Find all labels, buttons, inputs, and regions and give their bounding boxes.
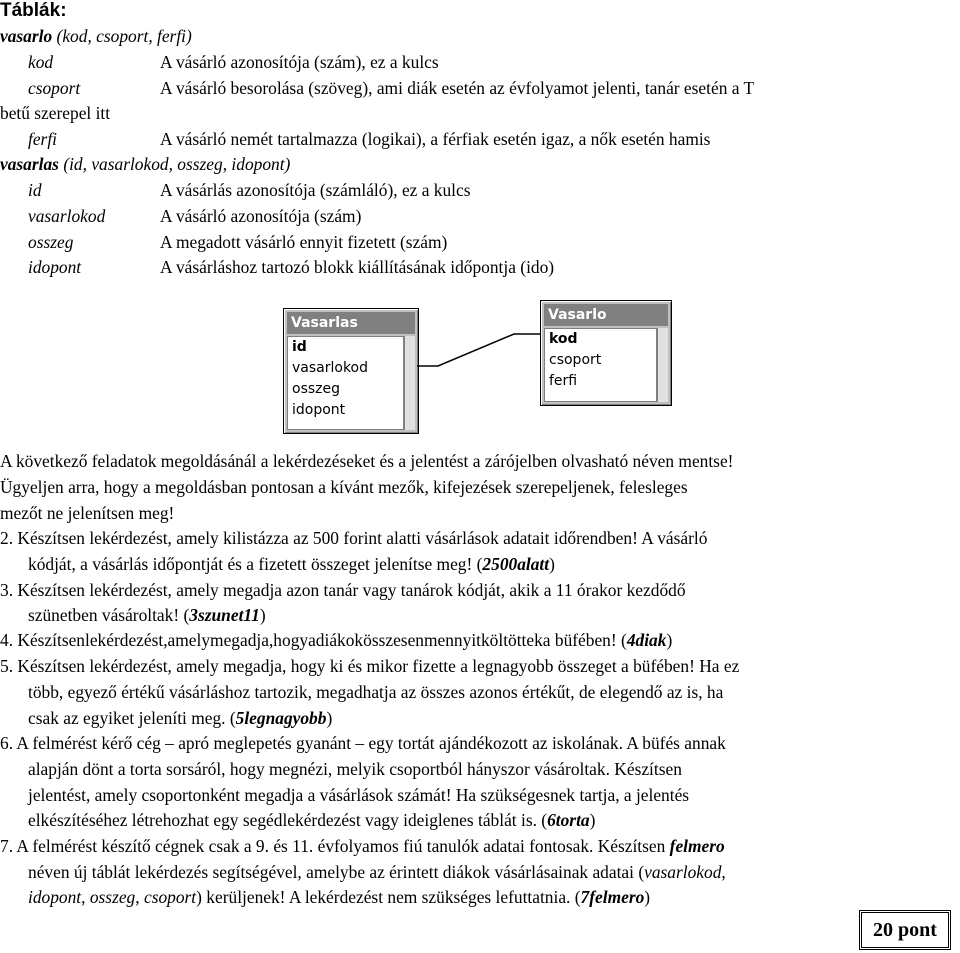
field-name: idopont — [28, 257, 82, 277]
field-name: csoport — [28, 78, 81, 98]
task-5-line: több, egyező értékű vásárláshoz tartozik, megadhatja az összes azonos értékűt, de elegendő az is, ha — [28, 682, 724, 702]
vasarlas-header: vasarlas (id, vasarlokod, osszeg, idopont) — [0, 154, 291, 174]
vasarlas-table-window[interactable] — [283, 308, 419, 434]
task-7-line: 7. A felmérést készítő cégnek csak a 9. és 11. évfolyamos fiú tanulók adatai fontosak. Készítsen felmero — [0, 836, 725, 856]
task-4-line: 4. Készítsenlekérdezést,amelymegadja,hogyadiákokösszesenmennyitköltötteka büfében! (4diak) — [0, 630, 673, 650]
task-6-line: elkészítéséhez létrehozhat egy segédlekérdezést vagy ideiglenes táblát is. (6torta) — [28, 810, 596, 830]
field-name: id — [28, 180, 42, 200]
query-name: 3szunet11 — [189, 605, 260, 625]
field-desc: A vásárló besorolása (szöveg), ami diák esetén az évfolyamot jelenti, tanár esetén a T — [160, 78, 755, 98]
field-item: ferfi — [549, 373, 578, 389]
task-6-line: 6. A felmérést kérő cég – apró meglepetés gyanánt – egy tortát ajándékozott az iskolának. A büfés annak — [0, 733, 726, 753]
task-2-line: 2. Készítsen lekérdezést, amely kilistázza az 500 forint alatti vásárlások adatait időrendben! A vásárló — [0, 528, 708, 548]
task-7-line: néven új táblát lekérdezés segítségével, amelybe az érintett diákok vásárlásainak adatai (vasarlokod, — [28, 862, 726, 882]
task-3-line: 3. Készítsen lekérdezést, amely megadja azon tanár vagy tanárok kódját, akik a 11 órakor kezdődő — [0, 580, 686, 600]
task-2-line: kódját, a vásárlás időpontját és a fizetett összeget jelenítse meg! (2500alatt) — [28, 554, 555, 574]
query-name: 2500alatt — [482, 554, 550, 574]
field-item: osszeg — [292, 381, 341, 397]
table-title: Vasarlas — [287, 312, 415, 334]
task-7-line: idopont, osszeg, csoport) kerüljenek! A lekérdezést nem szükséges lefuttatnia. (7felmero) — [28, 887, 651, 907]
intro-line: mezőt ne jelenítsen meg! — [0, 503, 175, 523]
task-6-line: jelentést, amely csoportonként megadja a vásárlások számát! Ha szükségesnek tartja, a jelentés — [28, 785, 690, 805]
table-name: felmero — [669, 836, 725, 856]
query-name: 7felmero — [580, 887, 645, 907]
scrollbar[interactable] — [404, 336, 415, 430]
query-name: 5legnagyobb — [235, 708, 327, 728]
task-5-line: csak az egyiket jeleníti meg. (5legnagyobb) — [28, 708, 333, 728]
field-item: csoport — [549, 352, 602, 368]
field-item: vasarlokod — [292, 360, 369, 376]
field-desc: A vásárló azonosítója (szám), ez a kulcs — [160, 52, 439, 72]
query-name: 4diak — [626, 630, 667, 650]
vasarlo-header: vasarlo (kod, csoport, ferfi) — [0, 26, 192, 46]
table-title: Vasarlo — [544, 304, 668, 326]
intro-line: Ügyeljen arra, hogy a megoldásban pontosan a kívánt mezők, kifejezések szerepeljenek, felesleges — [0, 477, 688, 497]
field-item: idopont — [292, 402, 346, 418]
field-desc: A vásárló nemét tartalmazza (logikai), a férfiak esetén igaz, a nők esetén hamis — [160, 129, 711, 149]
field-desc: A vásárlás azonosítója (számláló), ez a kulcs — [160, 180, 471, 200]
field-desc: A vásárláshoz tartozó blokk kiállításának időpontja (ido) — [160, 257, 555, 277]
heading: Táblák: — [0, 0, 67, 21]
field-desc: A vásárló azonosítója (szám) — [160, 206, 362, 226]
field-desc-cont: betű szerepel itt — [0, 103, 111, 123]
field-desc: A megadott vásárló ennyit fizetett (szám) — [160, 232, 448, 252]
task-3-line: szünetben vásároltak! (3szunet11) — [28, 605, 266, 625]
vasarlo-table-window[interactable] — [540, 300, 672, 406]
task-6-line: alapján dönt a torta sorsáról, hogy megnézi, melyik csoportból hányszor vásároltak. Készítsen — [28, 759, 682, 779]
task-5-line: 5. Készítsen lekérdezést, amely megadja, hogy ki és mikor fizette a legnagyobb összeget a büfében! Ha ez — [0, 656, 740, 676]
field-item: id — [292, 339, 307, 355]
field-name: kod — [28, 52, 54, 72]
field-list — [287, 336, 404, 430]
field-list — [544, 328, 657, 402]
report-name: 6torta — [547, 810, 590, 830]
field-name: ferfi — [28, 129, 57, 149]
field-name: vasarlokod — [28, 206, 106, 226]
intro-line: A következő feladatok megoldásánál a lekérdezéseket és a jelentést a zárójelben olvasható néven mentse! — [0, 451, 734, 471]
field-item: kod — [549, 331, 578, 347]
field-name: osszeg — [28, 232, 74, 252]
scrollbar[interactable] — [657, 328, 668, 402]
points-box: 20 pont — [859, 910, 951, 950]
